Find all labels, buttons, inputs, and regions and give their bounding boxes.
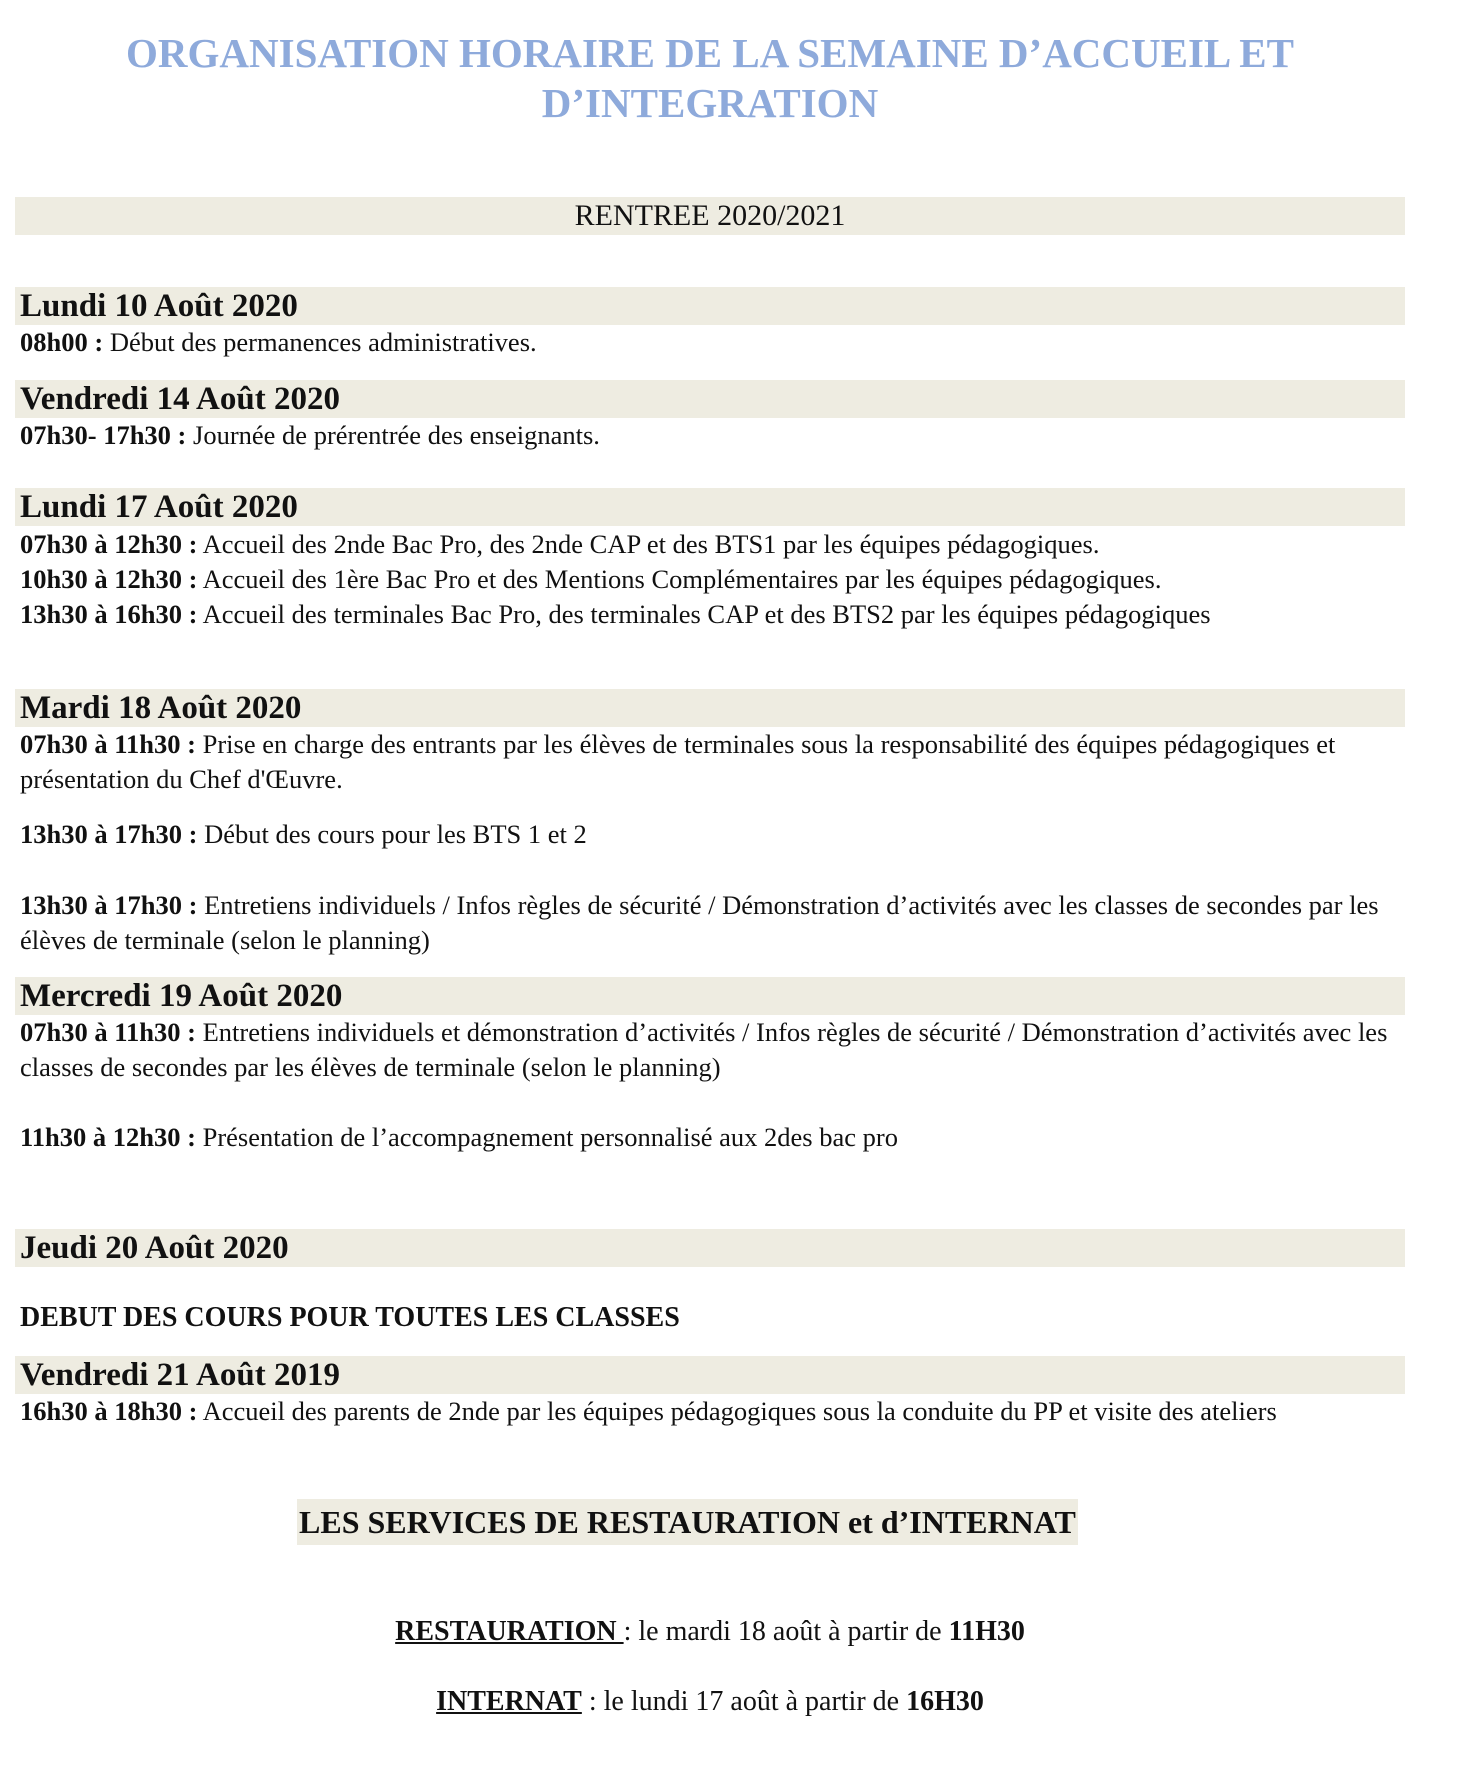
entry-text: Accueil des 1ère Bac Pro et des Mentions Complémentaires par les équipes pédagogiques. [197,564,1162,594]
day-heading-lundi-10 [15,287,1405,325]
entry-time: 07h30 à 11h30 : [20,729,196,759]
internat-label: INTERNAT [436,1686,582,1717]
schedule-entry [20,562,1405,597]
day-heading-label: Mardi 18 Août 2020 [20,690,302,726]
schedule-entry [20,727,1405,797]
schedule-entry [20,527,1405,562]
entry-time: 16h30 à 18h30 : [20,1396,198,1426]
day-heading-vendredi-14 [15,380,1405,418]
title-line-1: ORGANISATION HORAIRE DE LA SEMAINE D’ACCUEIL ET [126,30,1294,76]
day-heading-vendredi-21 [15,1356,1405,1394]
day-heading-label: Jeudi 20 Août 2020 [20,1230,289,1266]
entry-text: Début des permanences administratives. [103,327,537,357]
day-heading-label: Lundi 17 Août 2020 [20,489,298,525]
entry-time: 13h30 à 17h30 : [20,819,198,849]
entry-time: 11h30 à 12h30 : [20,1122,196,1152]
restauration-line [0,1613,1420,1651]
entry-time: 08h00 : [20,327,104,357]
document-title [0,28,1420,128]
day-heading-mardi-18 [15,689,1405,727]
schedule-entry [20,817,1405,852]
day-heading-label: Lundi 10 Août 2020 [20,288,298,324]
internat-time: 16H30 [906,1686,984,1717]
entry-time: 07h30 à 11h30 : [20,1017,196,1047]
internat-line [0,1683,1420,1721]
entry-time: 13h30 à 17h30 : [20,890,198,920]
entry-text: Présentation de l’accompagnement personnalisé aux 2des bac pro [195,1122,898,1152]
internat-text: : le lundi 17 août à partir de [581,1686,907,1717]
title-line-2: D’INTEGRATION [541,80,879,126]
day-heading-label: Mercredi 19 Août 2020 [20,978,343,1014]
entry-text: Entretiens individuels et démonstration d’activités / Infos règles de sécurité / Démonstration d’activités avec les classes de secondes par les élèves de terminale (selon le planning) [20,1017,1388,1082]
schedule-entry [20,325,1405,360]
entry-time: 13h30 à 16h30 : [20,599,198,629]
day-heading-label: Vendredi 21 Août 2019 [20,1357,340,1393]
entry-text: Journée de prérentrée des enseignants. [186,420,600,450]
day-heading-label: Vendredi 14 Août 2020 [20,381,340,417]
entry-text: Prise en charge des entrants par les élèves de terminales sous la responsabilité des équipes pédagogiques et présentation du Chef d'Œuvre. [20,729,1336,794]
debut-des-cours-note: DEBUT DES COURS POUR TOUTES LES CLASSES [20,1302,680,1333]
services-heading: LES SERVICES DE RESTAURATION et d’INTERNAT [297,1499,1078,1545]
entry-text: Accueil des 2nde Bac Pro, des 2nde CAP et des BTS1 par les équipes pédagogiques. [197,529,1100,559]
entry-text: Entretiens individuels / Infos règles de sécurité / Démonstration d’activités avec les classes de secondes par les élèves de terminale (selon le planning) [20,890,1379,955]
entry-time: 07h30 à 12h30 : [20,529,198,559]
entry-text: Début des cours pour les BTS 1 et 2 [197,819,587,849]
schedule-entry [20,1015,1405,1085]
schedule-entry [20,597,1405,632]
entry-text: Accueil des parents de 2nde par les équipes pédagogiques sous la conduite du PP et visite des ateliers [197,1396,1277,1426]
restauration-label: RESTAURATION [395,1616,624,1647]
entry-time: 10h30 à 12h30 : [20,564,198,594]
entry-text: Accueil des terminales Bac Pro, des terminales CAP et des BTS2 par les équipes pédagogiques [197,599,1211,629]
day-heading-lundi-17 [15,488,1405,526]
schedule-entry [20,1394,1405,1429]
schedule-entry [20,888,1405,958]
schedule-entry [20,418,1405,453]
day-heading-mercredi-19 [15,977,1405,1015]
schedule-entry [20,1120,1405,1155]
entry-time: 07h30- 17h30 : [20,420,187,450]
restauration-time: 11H30 [948,1616,1025,1647]
rentree-banner: RENTREE 2020/2021 [15,197,1405,235]
day-heading-jeudi-20 [15,1229,1405,1267]
restauration-text: : le mardi 18 août à partir de [623,1616,949,1647]
